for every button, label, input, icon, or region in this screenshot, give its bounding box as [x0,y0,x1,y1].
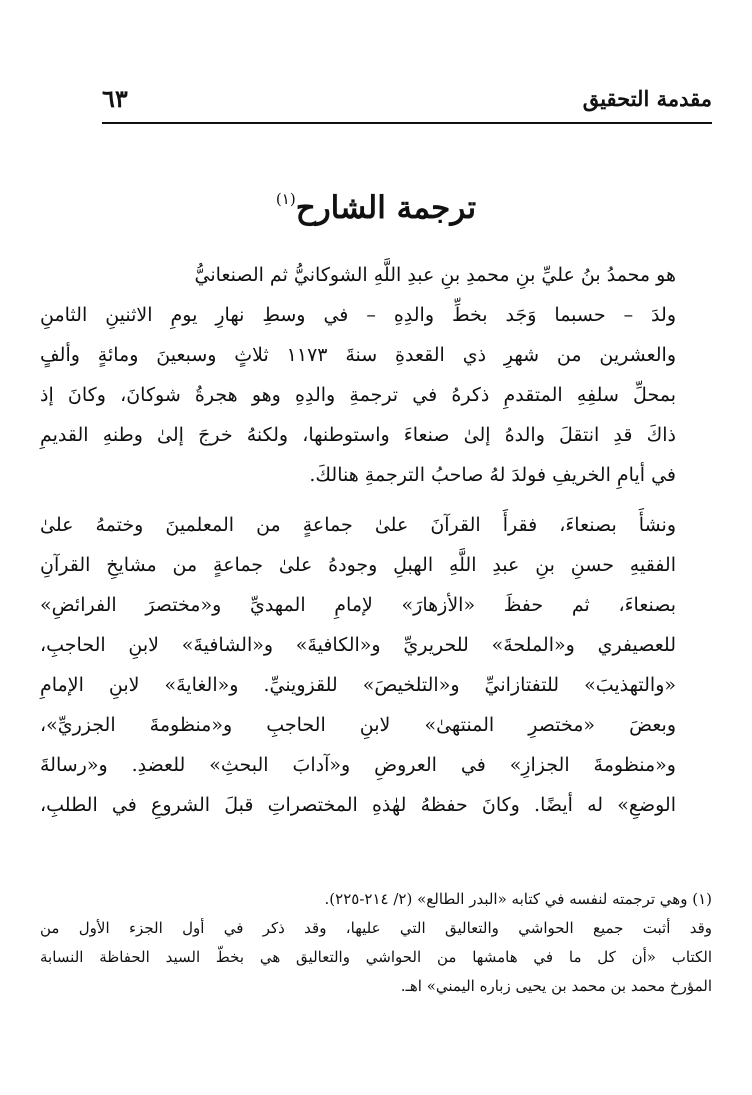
footnote-line: وقد أثبت جميع الحواشي والتعاليق التي عليها، وقد ذكر في أول الجزء الأول من [40,919,712,937]
text-line: والعشرين من شهرِ ذي القعدةِ سنةَ ١١٧٣ ثلاثٍ وسبعينَ ومائةٍ وألفٍ [40,344,676,366]
text-line: الفقيهِ حسنِ بنِ عبدِ اللَّهِ الهبلِ وجودهُ علىٰ جماعةٍ من مشايخِ القرآنِ [40,554,676,576]
text-line: بصنعاءَ، ثم حفظَ «الأزهارَ» لإمامِ المهديِّ و«مختصرَ الفرائضِ» [40,594,676,616]
section-title-text: ترجمة الشارح [295,190,477,226]
text-line: «والتهذيبَ» للتفتازانيِّ و«التلخيصَ» للقزوينيِّ. و«الغايةَ» لابنِ الإمامِ [40,674,676,696]
footnote-1-continued [40,914,712,1001]
footnote-marker: (١) [275,190,296,208]
footnote-line: (١) وهي ترجمته لنفسه في كتابه «البدر الطالع» (٢/ ٢١٤-٢٢٥). [324,890,712,908]
section-title [0,190,752,226]
text-line: وبعضَ «مختصرِ المنتهىٰ» لابنِ الحاجبِ و«منظومةَ الجزريِّ»، [40,714,676,736]
text-line: للعصيفري و«الملحةَ» للحريريِّ و«الكافيةَ» و«الشافيةَ» لابنِ الحاجبِ، [40,634,676,656]
text-line: الوضعِ» له أيضًا. وكانَ حفظهُ لهٰذهِ المختصراتِ قبلَ الشروعِ في الطلبِ، [40,794,676,816]
text-line: بمحلِّ سلفِهِ المتقدمِ ذكرهُ في ترجمةِ والدِهِ وهو هجرةُ شوكانَ، وكانَ إذ [40,384,676,406]
page-number: ٦٣ [102,84,128,113]
paragraph-birth [40,295,712,495]
paragraph-education [40,505,712,825]
footnote-1 [40,885,712,914]
running-title: مقدمة التحقيق [582,86,712,111]
text-line: في أيامِ الخريفِ فولدَ لهُ صاحبُ الترجمةِ هنالكَ. [309,464,676,486]
paragraph-intro [40,255,712,295]
text-line: و«منظومةَ الجزازِ» في العروضِ و«آدابَ البحثِ» للعضدِ. و«رسالةَ [40,754,676,776]
footnotes [40,885,712,1001]
text-line: ونشأَ بصنعاءَ، فقرأَ القرآنَ علىٰ جماعةٍ من المعلمينَ وختمهُ علىٰ [40,514,676,536]
text-line: هو محمدُ بنُ عليِّ بنِ محمدِ بنِ عبدِ اللَّهِ الشوكانيُّ ثم الصنعانيُّ [194,264,676,286]
footnote-line: المؤرخ محمد بن محمد بن يحيى زباره اليمني» اهـ. [400,977,712,995]
footnote-line: الكتاب «أن كل ما في هامشها من الحواشي والتعاليق هي بخطّ السيد الحفاظة النسابة [40,948,712,966]
text-line: ذاكَ قدِ انتقلَ والدهُ إلىٰ صنعاءَ واستوطنها، ولكنهُ خرجَ إلىٰ وطنهِ القديمِ [40,424,676,446]
main-text [40,255,712,825]
page-header [102,78,712,124]
text-line: ولدَ – حسبما وَجَد بخطِّ والدِهِ – في وسطِ نهارِ يومِ الاثنينِ الثامنِ [40,304,676,326]
